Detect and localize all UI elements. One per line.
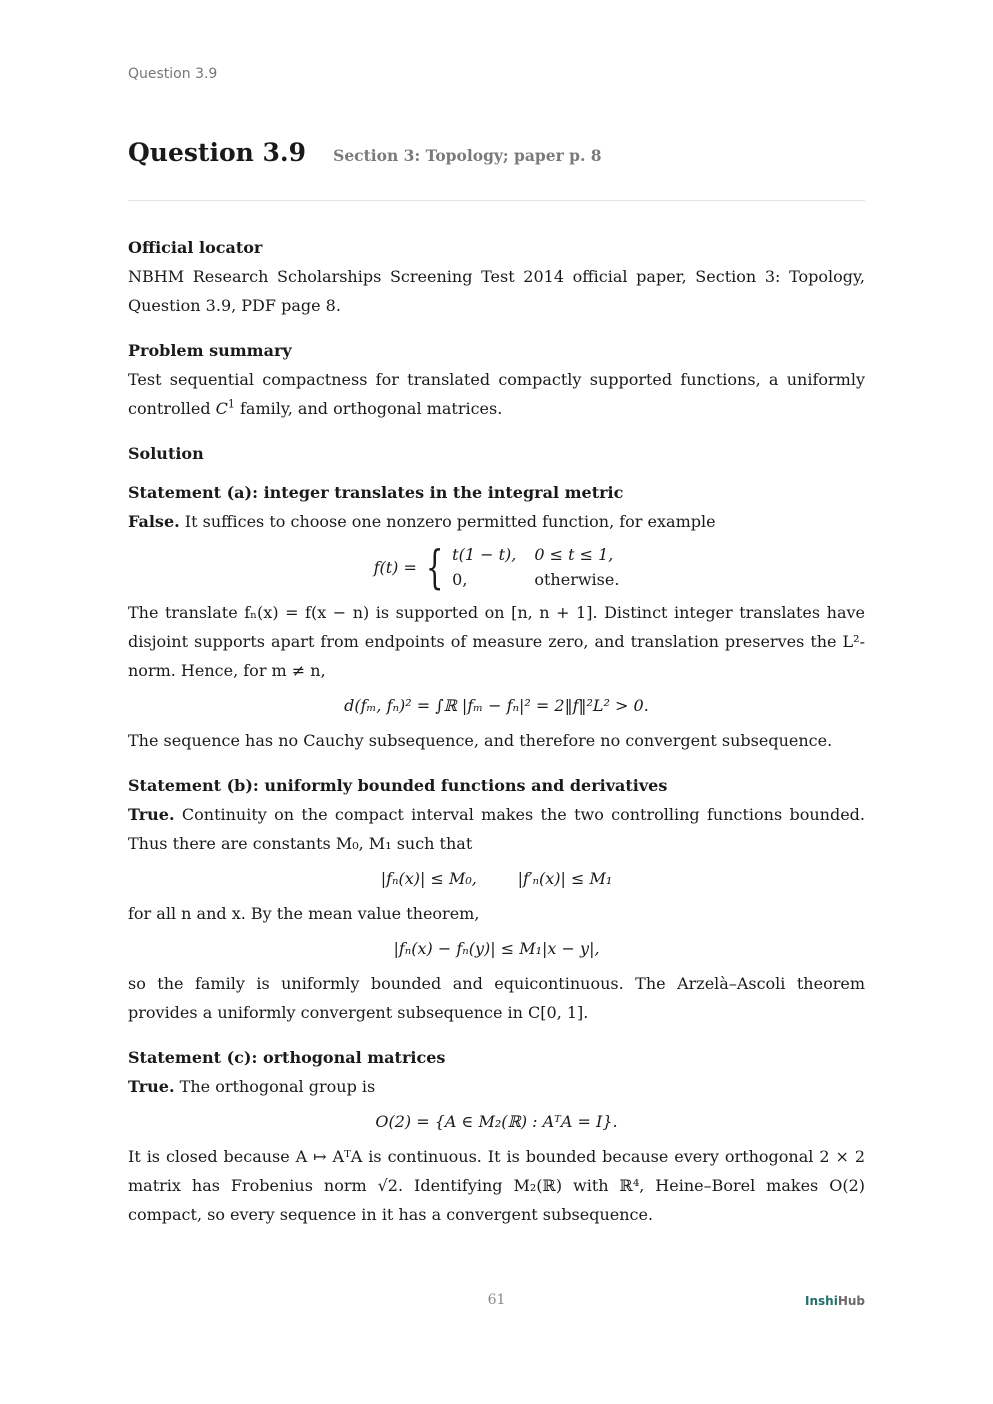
piecewise-definition — [128, 542, 865, 592]
statement-c-intro — [128, 1072, 865, 1101]
brand-part2: Hub — [837, 1294, 865, 1308]
title-divider — [128, 200, 865, 201]
case2-cond: otherwise. — [534, 570, 620, 589]
summary-text-after: family, and orthogonal matrices. — [234, 399, 503, 418]
problem-summary-heading: Problem summary — [128, 341, 292, 360]
summary-math: C — [215, 399, 228, 418]
problem-summary-text — [128, 365, 865, 423]
left-brace-glyph: { — [425, 540, 444, 594]
statement-a-para2: The sequence has no Cauchy subsequence, and therefore no convergent subsequence. — [128, 731, 833, 750]
statement-a-heading: Statement (a): integer translates in the integral metric — [128, 483, 624, 502]
statement-b-para1-text: Continuity on the compact interval makes the two controlling functions bounded. Thus there are constants M₀, M₁ such that — [128, 805, 865, 853]
statement-a-verdict: False. — [128, 512, 180, 531]
case1-cond: 0 ≤ t ≤ 1, — [534, 545, 614, 564]
case1-expr: t(1 − t), — [452, 545, 517, 564]
page-title: Question 3.9 — [128, 138, 307, 167]
brand-part1: Inshi — [805, 1294, 838, 1308]
statement-c-intro-text: The orthogonal group is — [179, 1077, 376, 1096]
statement-b-eq2: |fₙ(x) − fₙ(y)| ≤ M₁|x − y|, — [393, 939, 600, 958]
statement-b-para1 — [128, 800, 865, 858]
brand-logo — [805, 1294, 865, 1308]
statement-b-eq1: |fₙ(x)| ≤ M₀, |f′ₙ(x)| ≤ M₁ — [380, 869, 613, 888]
statement-b-para2: for all n and x. By the mean value theorem, — [128, 904, 480, 923]
solution-heading: Solution — [128, 444, 204, 463]
official-locator-text: NBHM Research Scholarships Screening Test 2014 official paper, Section 3: Topology, Question 3.9, PDF page 8. — [128, 267, 865, 315]
running-header: Question 3.9 — [128, 66, 218, 82]
statement-c-heading: Statement (c): orthogonal matrices — [128, 1048, 446, 1067]
statement-c-equation: O(2) = {A ∈ M₂(ℝ) : AᵀA = I}. — [375, 1112, 618, 1131]
statement-b-para3: so the family is uniformly bounded and equicontinuous. The Arzelà–Ascoli theorem provides a uniformly convergent subsequence in C[0, 1]. — [128, 974, 865, 1022]
statement-b-verdict: True. — [128, 805, 175, 824]
statement-a-equation: d(fₘ, fₙ)² = ∫ℝ |fₘ − fₙ|² = 2‖f‖²L² > 0. — [344, 696, 649, 715]
title-row — [128, 138, 602, 167]
statement-c-para: It is closed because A ↦ AᵀA is continuous. It is bounded because every orthogonal 2 × 2 matrix has Frobenius norm √2. Identifying M₂(ℝ) with ℝ⁴, Heine–Borel makes O(2) compact, so every sequence in it has a convergent subsequence. — [128, 1147, 865, 1224]
statement-c-verdict: True. — [128, 1077, 175, 1096]
statement-a-intro — [128, 507, 865, 536]
page-subtitle: Section 3: Topology; paper p. 8 — [333, 146, 602, 165]
case2-expr: 0, — [452, 570, 468, 589]
statement-b-heading: Statement (b): uniformly bounded functions and derivatives — [128, 776, 668, 795]
statement-a-intro-text: It suffices to choose one nonzero permitted function, for example — [184, 512, 716, 531]
summary-sup: 1 — [227, 397, 235, 411]
page-number: 61 — [487, 1292, 506, 1308]
statement-a-para1: The translate fₙ(x) = f(x − n) is supported on [n, n + 1]. Distinct integer translates have disjoint supports apart from endpoints of measure zero, and translation preserves the L²-norm. Hence, for m ≠ n, — [128, 603, 865, 680]
official-locator-heading: Official locator — [128, 238, 263, 257]
summary-text-before: Test sequential compactness for translated compactly supported functions, a uniformly controlled — [128, 370, 865, 418]
document-body — [128, 233, 865, 1229]
piecewise-lhs: f(t) = — [373, 557, 417, 577]
